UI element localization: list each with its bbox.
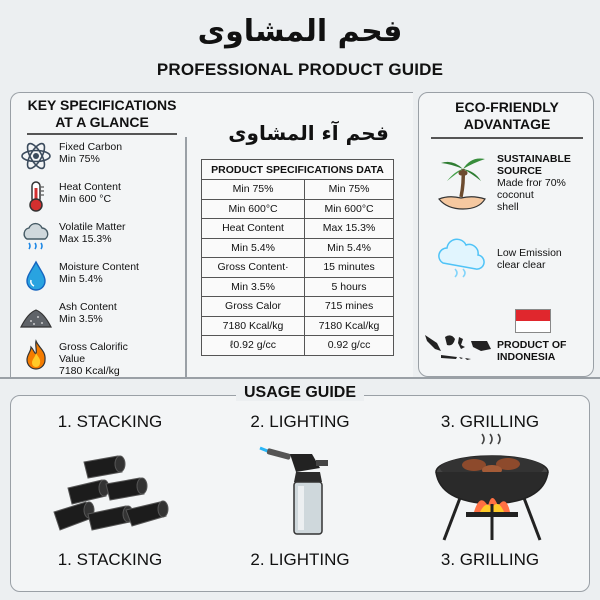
table-cell: 15 minutes: [305, 258, 394, 278]
fire-icon: [19, 339, 53, 373]
spec-item-gross-calorific: [19, 339, 189, 387]
spec-item-moisture-content: [19, 259, 189, 299]
step-label-stacking: 1. STACKING: [57, 412, 163, 431]
spec-label: Ash Content: [59, 301, 117, 313]
spec-value: Min 5.4%: [59, 273, 103, 285]
divider: [0, 377, 600, 379]
table-cell: Min 3.5%: [202, 277, 305, 297]
table-row: [202, 316, 394, 336]
eco-title-line1: ECO-FRIENDLY: [455, 99, 559, 115]
table-row: [202, 297, 394, 317]
divider: [27, 133, 177, 135]
table-cell: 715 mines: [305, 297, 394, 317]
table-cell: 7180 Kcal/kg: [202, 316, 305, 336]
table-cell: Min 75%: [202, 180, 305, 200]
table-row: [202, 199, 394, 219]
sustainable-desc: Made fror 70%: [497, 177, 566, 189]
table-cell: ℓ0.92 g/cc: [202, 336, 305, 356]
ash-pile-icon: [19, 299, 53, 333]
step-caption-grilling: 3. GRILLING: [440, 550, 540, 569]
table-cell: Gross Content·: [202, 258, 305, 278]
spec-text: [59, 181, 189, 205]
spec-value: Min 75%: [59, 153, 100, 165]
table-row: [202, 238, 394, 258]
butane-torch-icon: [256, 440, 344, 540]
step-caption-lighting: 2. LIGHTING: [250, 550, 350, 569]
cloud-icon: [19, 219, 53, 253]
table-cell: Gross Calor: [202, 297, 305, 317]
spec-label: Fixed Carbon: [59, 141, 123, 153]
table-row: [202, 219, 394, 239]
eco-title: [419, 99, 595, 133]
eco-panel: [418, 92, 594, 377]
spec-label: Value: [59, 353, 86, 365]
spec-table: [201, 159, 394, 356]
step-label-lighting: 2. LIGHTING: [250, 412, 350, 431]
divider: [431, 137, 583, 139]
indonesia-map-icon: [423, 329, 493, 363]
flag-white-stripe: [516, 321, 550, 332]
step-caption-stacking: 1. STACKING: [57, 550, 163, 569]
sustainable-desc: coconut: [497, 189, 534, 201]
water-drop-icon: [19, 259, 53, 293]
origin-country: INDONESIA: [497, 351, 556, 363]
sustainable-source-text: [497, 153, 593, 213]
table-row: [202, 180, 394, 200]
spec-text: [59, 341, 189, 377]
table-arabic-title: فحم آء المشاوى: [228, 121, 389, 145]
header: [0, 0, 600, 90]
usage-title: [0, 384, 600, 402]
origin-text: [497, 339, 593, 363]
spec-table-body: [202, 180, 394, 356]
arabic-title: فحم المشاوى: [197, 14, 403, 49]
emission-desc: clear clear: [497, 259, 546, 271]
key-specs-title: [17, 97, 187, 131]
eco-title-line2: ADVANTAGE: [463, 116, 551, 132]
sustainable-label: SUSTAINABLE: [497, 153, 571, 165]
spec-label: Gross Calorific: [59, 341, 128, 353]
charcoal-stack-icon: [48, 442, 172, 542]
spec-text: [59, 141, 189, 165]
spec-value: Min 600 °C: [59, 193, 112, 205]
key-specs-panel: [10, 92, 413, 377]
thermometer-icon: [19, 179, 53, 213]
table-cell: Min 600°C: [305, 199, 394, 219]
table-header-row: [202, 160, 394, 180]
spec-item-volatile-matter: [19, 219, 189, 259]
spec-label: Moisture Content: [59, 261, 139, 273]
table-cell: Min 600°C: [202, 199, 305, 219]
spec-label: Heat Content: [59, 181, 121, 193]
spec-item-ash-content: [19, 299, 189, 339]
table-row: [202, 336, 394, 356]
atom-icon: [19, 139, 53, 173]
table-cell: Max 15.3%: [305, 219, 394, 239]
low-emission-text: [497, 247, 593, 271]
spec-text: [59, 221, 189, 245]
indonesia-flag-icon: [515, 309, 551, 333]
table-cell: Min 75%: [305, 180, 394, 200]
table-cell: 7180 Kcal/kg: [305, 316, 394, 336]
table-cell: Min 5.4%: [305, 238, 394, 258]
palm-tree-hand-icon: [433, 151, 491, 213]
table-row: [202, 258, 394, 278]
spec-item-fixed-carbon: [19, 139, 189, 179]
table-cell: Min 5.4%: [202, 238, 305, 258]
sustainable-label: SOURCE: [497, 165, 542, 177]
spec-item-heat-content: [19, 179, 189, 219]
spec-value: Max 15.3%: [59, 233, 112, 245]
sustainable-desc: shell: [497, 201, 519, 213]
spec-label: Volatile Matter: [59, 221, 126, 233]
grill-icon: [430, 432, 554, 544]
table-cell: 5 hours: [305, 277, 394, 297]
flag-red-stripe: [516, 310, 550, 321]
spec-value: Min 3.5%: [59, 313, 103, 325]
page-subtitle: PROFESSIONAL PRODUCT GUIDE: [156, 60, 444, 79]
table-cell: 0.92 g/cc: [305, 336, 394, 356]
spec-text: [59, 301, 189, 325]
spec-text: [59, 261, 189, 285]
step-label-grilling: 3. GRILLING: [440, 412, 540, 431]
emission-label: Low Emission: [497, 247, 562, 259]
table-cell: Heat Content: [202, 219, 305, 239]
key-specs-title-line2: AT A GLANCE: [55, 114, 149, 130]
table-row: [202, 277, 394, 297]
key-specs-title-line1: KEY SPECIFICATIONS: [27, 97, 177, 113]
usage-title-text: USAGE GUIDE: [236, 384, 364, 401]
spec-value: 7180 Kcal/kg: [59, 365, 120, 377]
table-header: PRODUCT SPECIFICATIONS DATA: [202, 160, 394, 180]
smoke-cloud-icon: [435, 233, 487, 281]
origin-label: PRODUCT OF: [497, 339, 567, 351]
